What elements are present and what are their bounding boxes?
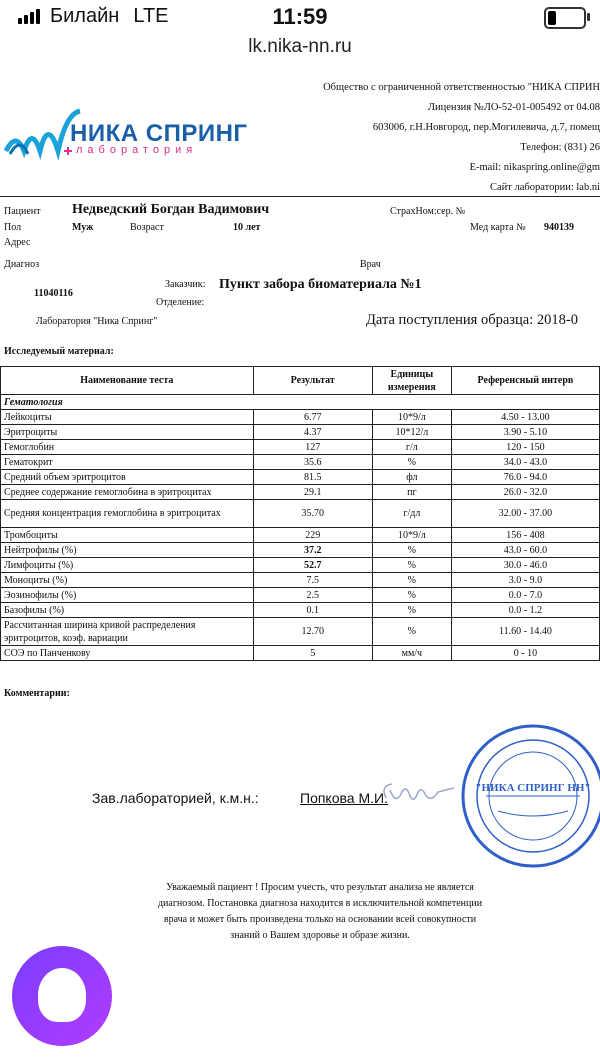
divider: [0, 196, 600, 197]
unit-value: %: [372, 618, 451, 646]
unit-value: фл: [372, 470, 451, 485]
result-value: 2.5: [253, 588, 372, 603]
col-header-result: Результат: [253, 367, 372, 395]
test-name: Лейкоциты: [1, 410, 254, 425]
reference-range: 11.60 - 14.40: [451, 618, 599, 646]
reference-range: 0 - 10: [451, 646, 599, 661]
section-heading: Гематология: [1, 395, 600, 410]
unit-value: %: [372, 455, 451, 470]
unit-value: %: [372, 543, 451, 558]
insurance-label: СтрахНом:сер. №: [390, 206, 466, 217]
carrier-name: Билайн: [50, 5, 120, 27]
org-line: Сайт лаборатории: lab.ni: [490, 182, 600, 193]
disclaimer-line: знаний о Вашем здоровье и образе жизни.: [230, 930, 410, 941]
voice-assistant-button[interactable]: [12, 946, 112, 1046]
table-row: [1, 646, 600, 661]
test-name: Рассчитанная ширина кривой распределения эритроцитов, коэф. вариации: [1, 618, 254, 646]
reference-range: 156 - 408: [451, 528, 599, 543]
table-row: [1, 470, 600, 485]
col-header-reference: Референсный интерв: [451, 367, 599, 395]
org-info: [260, 78, 600, 198]
test-name: Лимфоциты (%): [1, 558, 254, 573]
result-value: 229: [253, 528, 372, 543]
table-row: [1, 588, 600, 603]
customer-label: Заказчик:: [165, 279, 206, 290]
disclaimer: [100, 880, 540, 944]
diagnosis-label: Диагноз: [4, 259, 40, 270]
unit-value: %: [372, 558, 451, 573]
customer-value: Пункт забора биоматериала №1: [219, 277, 422, 292]
table-row: [1, 500, 600, 528]
department-label: Отделение:: [156, 297, 205, 308]
plus-icon: [64, 147, 72, 155]
result-value: 52.7: [253, 558, 372, 573]
patient-name: Недведский Богдан Вадимович: [72, 202, 270, 217]
order-number: 11040116: [34, 288, 73, 299]
stamp-text: "НИКА СПРИНГ НН": [475, 782, 591, 794]
reference-range: 43.0 - 60.0: [451, 543, 599, 558]
unit-value: 10*12/л: [372, 425, 451, 440]
age-value: 10 лет: [233, 222, 261, 233]
table-row: [1, 425, 600, 440]
test-name: Моноциты (%): [1, 573, 254, 588]
table-row: [1, 543, 600, 558]
reference-range: 76.0 - 94.0: [451, 470, 599, 485]
battery-icon: [544, 7, 586, 29]
signature-label: Зав.лабораторией, к.м.н.:: [92, 790, 259, 806]
result-value: 5: [253, 646, 372, 661]
results-table: [0, 366, 600, 661]
reference-range: 0.0 - 1.2: [451, 603, 599, 618]
unit-value: %: [372, 573, 451, 588]
result-value: 81.5: [253, 470, 372, 485]
sex-value: Муж: [72, 222, 94, 233]
test-name: Гемоглобин: [1, 440, 254, 455]
table-row: [1, 528, 600, 543]
unit-value: пг: [372, 485, 451, 500]
result-value: 35.6: [253, 455, 372, 470]
reference-range: 26.0 - 32.0: [451, 485, 599, 500]
disclaimer-line: диагнозом. Постановка диагноза находится в исключительной компетенции: [157, 898, 483, 909]
org-line: E-mail: nikaspring.online@gm: [469, 162, 600, 173]
reference-range: 0.0 - 7.0: [451, 588, 599, 603]
handwritten-signature: [378, 778, 458, 814]
reference-range: 34.0 - 43.0: [451, 455, 599, 470]
reference-range: 4.50 - 13.00: [451, 410, 599, 425]
test-name: СОЭ по Панченкову: [1, 646, 254, 661]
org-line: Общество с ограниченной ответственностью "НИКА СПРИН: [323, 82, 600, 93]
unit-value: 10*9/л: [372, 410, 451, 425]
test-name: Нейтрофилы (%): [1, 543, 254, 558]
unit-value: 10*9/л: [372, 528, 451, 543]
test-name: Средняя концентрация гемоглобина в эритроцитах: [1, 500, 254, 528]
lab-report: [0, 66, 600, 1063]
table-row: [1, 410, 600, 425]
sample-date: Дата поступления образца: 2018-0: [366, 312, 578, 328]
table-row: [1, 558, 600, 573]
test-name: Эритроциты: [1, 425, 254, 440]
reference-range: 120 - 150: [451, 440, 599, 455]
result-value: 12.70: [253, 618, 372, 646]
reference-range: 32.00 - 37.00: [451, 500, 599, 528]
test-name: Тромбоциты: [1, 528, 254, 543]
result-value: 127: [253, 440, 372, 455]
test-name: Базофилы (%): [1, 603, 254, 618]
signatory-name: Попкова М.И.: [300, 790, 388, 806]
col-header-unit: Единицы измерения: [372, 367, 451, 395]
reference-range: 3.90 - 5.10: [451, 425, 599, 440]
disclaimer-line: Уважаемый пациент ! Просим учесть, что результат анализа не является: [166, 882, 474, 893]
card-value: 940139: [544, 222, 574, 233]
age-label: Возраст: [130, 222, 164, 233]
logo-name: НИКА СПРИНГ: [70, 120, 248, 147]
reference-range: 3.0 - 9.0: [451, 573, 599, 588]
org-line: Телефон: (831) 26: [520, 142, 600, 153]
sex-label: Пол: [4, 222, 22, 233]
test-name: Средний объем эритроцитов: [1, 470, 254, 485]
table-row: [1, 573, 600, 588]
address-label: Адрес: [4, 237, 31, 248]
table-row: [1, 485, 600, 500]
patient-label: Пациент: [4, 206, 41, 217]
test-name: Гематокрит: [1, 455, 254, 470]
table-row: [1, 440, 600, 455]
card-label: Мед карта №: [470, 222, 526, 233]
table-row: [1, 603, 600, 618]
results-body: [1, 395, 600, 661]
result-value: 35.70: [253, 500, 372, 528]
unit-value: %: [372, 588, 451, 603]
table-row: [1, 455, 600, 470]
org-line: Лицензия №ЛО-52-01-005492 от 04.08: [427, 102, 600, 113]
network-type: LTE: [133, 5, 169, 27]
clock: 11:59: [272, 4, 328, 29]
disclaimer-line: врача и может быть произведена только на основании всей совокупности: [163, 914, 477, 925]
lab-logo: [0, 106, 250, 176]
doctor-label: Врач: [360, 259, 381, 270]
material-label: Исследуемый материал:: [4, 346, 114, 357]
col-header-test: Наименование теста: [1, 367, 254, 395]
test-name: Среднее содержание гемоглобина в эритроцитах: [1, 485, 254, 500]
unit-value: мм/ч: [372, 646, 451, 661]
result-value: 29.1: [253, 485, 372, 500]
table-row: [1, 618, 600, 646]
unit-value: %: [372, 603, 451, 618]
result-value: 6.77: [253, 410, 372, 425]
unit-value: г/дл: [372, 500, 451, 528]
logo-subtitle: лаборатория: [76, 144, 198, 156]
result-value: 4.37: [253, 425, 372, 440]
reference-range: 30.0 - 46.0: [451, 558, 599, 573]
result-value: 7.5: [253, 573, 372, 588]
status-bar: [0, 0, 600, 66]
result-value: 0.1: [253, 603, 372, 618]
lab-name: Лаборатория "Ника Спринг": [36, 316, 158, 327]
organization-stamp: [458, 721, 600, 871]
test-name: Эозинофилы (%): [1, 588, 254, 603]
result-value: 37.2: [253, 543, 372, 558]
address-bar[interactable]: lk.nika-nn.ru: [248, 36, 352, 57]
org-line: 603006, г.Н.Новгород, пер.Могилевича, д.7, помещ: [372, 122, 600, 133]
comments-label: Комментарии:: [4, 688, 70, 699]
unit-value: г/л: [372, 440, 451, 455]
